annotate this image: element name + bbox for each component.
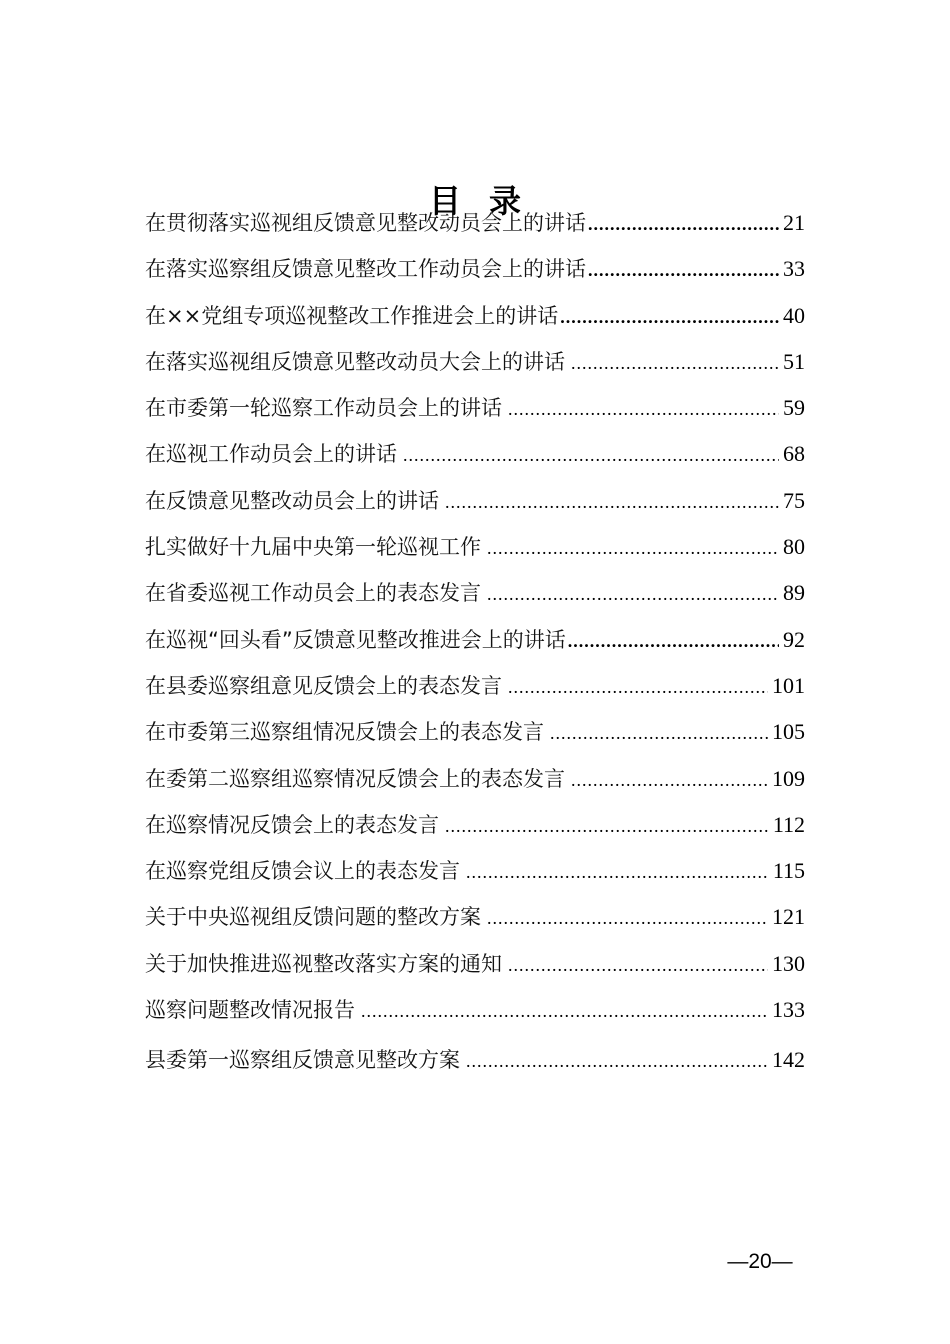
toc-entry-title: 关于加快推进巡视整改落实方案的通知	[145, 951, 502, 976]
toc-entry-title: 在落实巡视组反馈意见整改动员大会上的讲话	[145, 349, 565, 374]
toc-entry[interactable]	[145, 250, 805, 296]
toc-dot-leader	[588, 205, 779, 243]
toc-entry-title: 在××党组专项巡视整改工作推进会上的讲话	[145, 303, 559, 328]
toc-entry-page: 40	[783, 302, 805, 328]
toc-entry-page: 51	[783, 348, 805, 374]
toc-dot-leader	[508, 946, 768, 984]
toc-entry-page: 142	[772, 1047, 805, 1073]
toc-entry[interactable]	[145, 389, 805, 435]
toc-dot-leader	[560, 298, 779, 336]
toc-entry-title: 巡察问题整改情况报告	[145, 998, 355, 1023]
page-title: 目录	[428, 182, 549, 221]
toc-entry-page: 133	[772, 997, 805, 1023]
toc-dot-leader	[508, 668, 768, 706]
toc-dot-leader	[588, 251, 779, 289]
toc-entry-title: 在巡视工作动员会上的讲话	[145, 442, 397, 467]
toc-entry-page: 68	[783, 441, 805, 467]
toc-entry[interactable]	[145, 204, 805, 250]
toc-entry[interactable]	[145, 482, 805, 528]
toc-entry[interactable]	[145, 297, 805, 343]
toc-entry-title: 在委第二巡察组巡察情况反馈会上的表态发言	[145, 766, 565, 791]
toc-entry-page: 130	[772, 950, 805, 976]
toc-entry[interactable]	[145, 343, 805, 389]
toc-dot-leader	[571, 761, 768, 799]
page-number: —20—	[727, 1250, 793, 1273]
toc-entry-page: 21	[783, 210, 805, 235]
toc-entry-page: 80	[783, 534, 805, 560]
toc-entry-title: 在市委第三巡察组情况反馈会上的表态发言	[145, 720, 544, 745]
toc-entry[interactable]	[145, 621, 805, 667]
toc-entry-title: 县委第一巡察组反馈意见整改方案	[145, 1048, 460, 1073]
toc-entry-page: 92	[783, 626, 805, 652]
toc-entry[interactable]	[145, 528, 805, 574]
toc-entry[interactable]	[145, 852, 805, 898]
toc-entry[interactable]	[145, 898, 805, 944]
toc-entry-title: 在巡察党组反馈会议上的表态发言	[145, 859, 460, 884]
toc-entry-title: 在市委第一轮巡察工作动员会上的讲话	[145, 396, 502, 421]
toc-dot-leader	[403, 436, 779, 474]
toc-entry-page: 105	[772, 719, 805, 745]
toc-dot-leader	[487, 575, 779, 613]
toc-entry-title: 在县委巡察组意见反馈会上的表态发言	[145, 673, 502, 698]
toc-entry-page: 115	[772, 858, 805, 884]
toc-dot-leader	[466, 1042, 768, 1080]
toc-dot-leader	[508, 390, 779, 428]
toc-entry-page: 59	[783, 395, 805, 421]
toc-entry[interactable]	[145, 760, 805, 806]
toc-entry-page: 89	[783, 580, 805, 606]
toc-entry-page: 112	[772, 811, 805, 837]
toc-dot-leader	[466, 853, 769, 891]
toc-entry[interactable]	[145, 1041, 805, 1087]
toc-entry-title: 在贯彻落实巡视组反馈意见整改动员会上的讲话	[145, 211, 586, 235]
toc-dot-leader	[487, 529, 779, 567]
toc-dot-leader	[487, 899, 768, 937]
toc-entry-title: 在省委巡视工作动员会上的表态发言	[145, 581, 481, 606]
toc-entry-page: 101	[772, 672, 805, 698]
toc-entry-page: 121	[772, 904, 805, 930]
toc-dot-leader	[550, 714, 768, 752]
toc-entry-title: 在巡察情况反馈会上的表态发言	[145, 812, 439, 837]
toc-entry[interactable]	[145, 435, 805, 481]
toc-entry[interactable]	[145, 991, 805, 1037]
toc-entry-title: 在落实巡察组反馈意见整改工作动员会上的讲话	[145, 257, 586, 282]
toc-entry-title: 关于中央巡视组反馈问题的整改方案	[145, 905, 481, 930]
toc-entry-page: 33	[783, 256, 805, 282]
toc-entry-title: 在巡视“回头看”反馈意见整改推进会上的讲话	[145, 627, 566, 652]
toc-entry-page: 75	[783, 487, 805, 513]
toc-entry[interactable]	[145, 574, 805, 620]
toc-entry-page: 109	[772, 765, 805, 791]
toc-entry-title: 扎实做好十九届中央第一轮巡视工作	[145, 535, 481, 560]
toc-dot-leader	[568, 622, 779, 660]
toc-entry[interactable]	[145, 806, 805, 852]
toc-dot-leader	[571, 344, 779, 382]
table-of-contents	[145, 204, 805, 1088]
toc-entry[interactable]	[145, 713, 805, 759]
toc-entry[interactable]	[145, 945, 805, 991]
toc-entry[interactable]	[145, 667, 805, 713]
toc-dot-leader	[445, 807, 769, 845]
toc-dot-leader	[361, 992, 768, 1030]
toc-dot-leader	[445, 483, 779, 521]
toc-entry-title: 在反馈意见整改动员会上的讲话	[145, 488, 439, 513]
